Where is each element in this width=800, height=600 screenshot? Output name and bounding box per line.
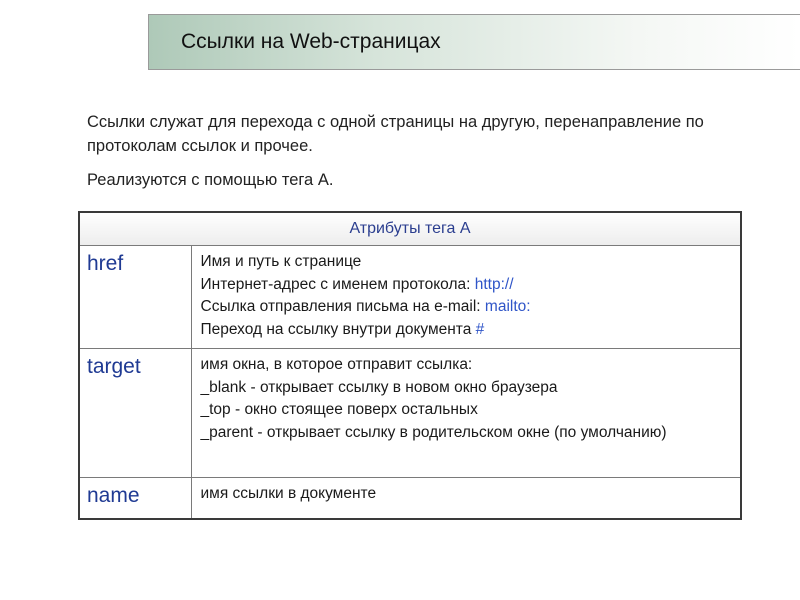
description-line: имя окна, в которое отправит ссылка:: [200, 356, 473, 373]
attribute-name-cell: [79, 246, 191, 349]
intro-paragraph-1: Ссылки служат для перехода с одной страницы на другую, перенаправление по протоколам ссылок и прочее.: [87, 113, 704, 155]
table-row: [79, 478, 741, 520]
attribute-description-cell: [191, 246, 741, 349]
table-header-row: [79, 212, 741, 246]
description-line: _blank - открывает ссылку в новом окно браузера: [200, 378, 558, 396]
description-line: _top - окно стоящее поверх остальных: [200, 401, 478, 418]
attributes-table: [78, 211, 742, 520]
description-line: _parent - открывает ссылку в родительском окне (по умолчанию): [200, 423, 667, 441]
attribute-name-cell: [79, 478, 191, 520]
attribute-name-href: href: [87, 252, 124, 275]
attribute-description-cell: [191, 478, 741, 520]
title-bar: [148, 14, 800, 70]
code-sample: http://: [474, 275, 514, 293]
table-row: [79, 349, 741, 478]
description-line: Переход на ссылку внутри документа #: [200, 320, 485, 338]
description-line: Интернет-адрес с именем протокола: http://: [200, 275, 514, 293]
intro-text: [87, 110, 767, 192]
code-sample: mailto:: [484, 298, 531, 315]
attribute-name-name: name: [87, 484, 140, 507]
table-row: [79, 246, 741, 349]
attribute-name-cell: [79, 349, 191, 478]
attribute-description-cell: [191, 349, 741, 478]
description-line: Имя и путь к странице: [200, 253, 362, 270]
description-line: имя ссылки в документе: [200, 485, 377, 502]
code-sample: #: [475, 320, 485, 338]
page-title: Ссылки на Web-страницах: [181, 30, 441, 53]
description-line: Ссылка отправления письма на e-mail: mailto:: [200, 298, 531, 315]
attribute-name-target: target: [87, 355, 141, 378]
table-caption: Атрибуты тега A: [79, 212, 741, 246]
intro-paragraph-2: Реализуются с помощью тега A.: [87, 171, 334, 189]
